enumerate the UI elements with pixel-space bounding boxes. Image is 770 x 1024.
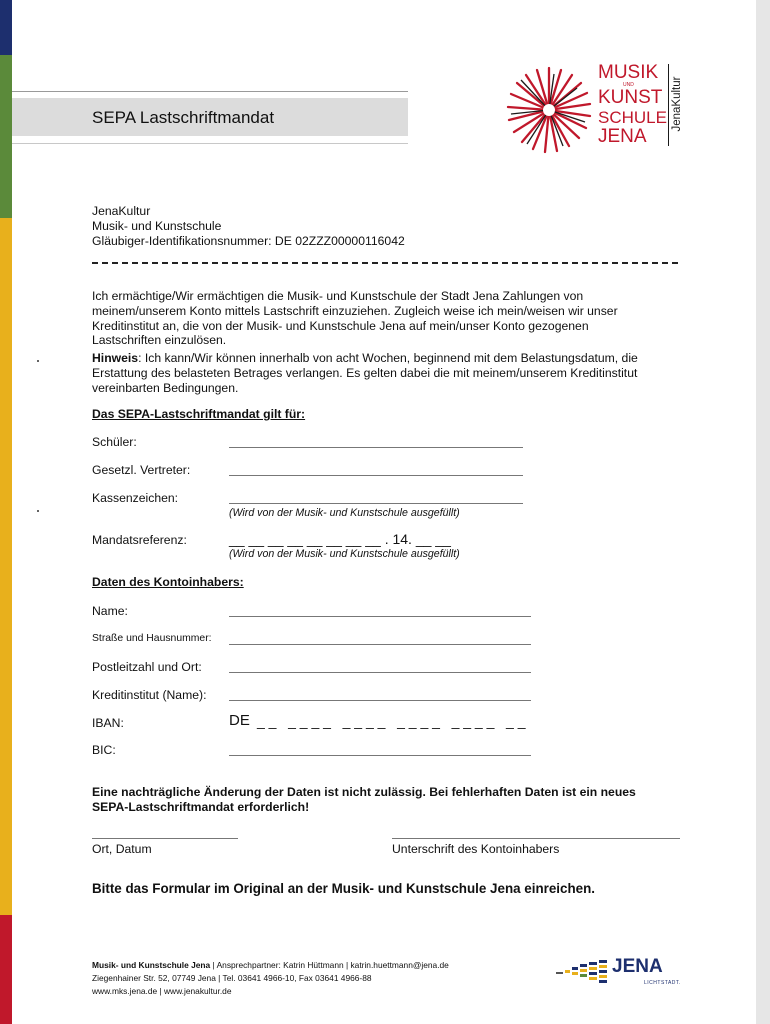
- account-heading: Daten des Kontoinhabers:: [92, 575, 244, 589]
- kreditinstitut-field[interactable]: [229, 700, 531, 701]
- color-strip-red: [0, 915, 12, 1024]
- jena-stripes-icon: [556, 959, 608, 987]
- sunburst-icon: [505, 62, 595, 158]
- intro-paragraph: [92, 289, 692, 348]
- strasse-field[interactable]: [229, 644, 531, 645]
- intro-line: Lastschriften einzulösen.: [92, 333, 227, 348]
- hinweis-line: vereinbarten Bedingungen.: [92, 380, 239, 395]
- notice-line: Eine nachträgliche Änderung der Daten ist nicht zulässig. Bei fehlerhaften Daten ist ein neues: [92, 785, 636, 799]
- vertreter-field[interactable]: [229, 475, 523, 476]
- logo-jena: JENA: [598, 126, 647, 147]
- jena-logo-text: JENA: [612, 956, 663, 977]
- creditor-school: Musik- und Kunstschule: [92, 218, 222, 233]
- hinweis-paragraph: [92, 351, 692, 395]
- kreditinstitut-label: Kreditinstitut (Name):: [92, 688, 207, 702]
- signature-label: Unterschrift des Kontoinhabers: [392, 842, 560, 856]
- page-edge: [756, 0, 770, 1024]
- logo-jenakultur: JenaKultur: [671, 76, 683, 132]
- iban-prefix: DE: [229, 712, 250, 729]
- mandatsreferenz-field[interactable]: __ __ __ __ __ __ __ __ . 14. __ __: [229, 531, 451, 547]
- intro-line: meinem/unserem Konto mittels Lastschrift einzuziehen. Zugleich weise ich mein/weisen wir unser: [92, 303, 618, 318]
- creditor-id: Gläubiger-Identifikationsnummer: DE 02ZZZ00000116042: [92, 233, 405, 248]
- notice-block: [92, 785, 692, 815]
- school-logo: [505, 60, 695, 160]
- margin-dot: [37, 510, 39, 512]
- bic-field[interactable]: [229, 755, 531, 756]
- mandatsreferenz-hint: (Wird von der Musik- und Kunstschule ausgefüllt): [229, 548, 460, 560]
- mandatsreferenz-label: Mandatsreferenz:: [92, 533, 187, 547]
- hinweis-line: [92, 351, 692, 366]
- plz-label: Postleitzahl und Ort:: [92, 660, 202, 674]
- title-rule-top: [12, 91, 408, 92]
- hinweis-text: : Ich kann/Wir können innerhalb von acht Wochen, beginnend mit dem Belastungsdatum, die: [138, 351, 638, 365]
- mandate-heading: Das SEPA-Lastschriftmandat gilt für:: [92, 407, 306, 421]
- logo-schule: SCHULE: [598, 108, 667, 127]
- jena-logo-sub: LICHTSTADT.: [644, 980, 681, 986]
- color-strip-yellow: [0, 218, 12, 915]
- schueler-label: Schüler:: [92, 435, 137, 449]
- footer-line: www.mks.jena.de | www.jenakultur.de: [92, 986, 232, 996]
- creditor-name: JenaKultur: [92, 204, 151, 218]
- signature-field[interactable]: [392, 838, 680, 839]
- vertreter-label: Gesetzl. Vertreter:: [92, 463, 191, 477]
- intro-line: Kreditinstitut an, die von der Musik- und Kunstschule Jena auf mein/unser Konto gezogenen: [92, 318, 589, 333]
- plz-field[interactable]: [229, 672, 531, 673]
- jena-city-logo: [556, 956, 686, 990]
- kassenzeichen-hint: (Wird von der Musik- und Kunstschule ausgefüllt): [229, 507, 460, 519]
- logo-divider: [668, 64, 669, 146]
- logo-kunst: KUNST: [598, 87, 663, 108]
- footer-line: Ziegenhainer Str. 52, 07749 Jena | Tel. 03641 4966-10, Fax 03641 4966-88: [92, 973, 372, 983]
- creditor-block: [92, 204, 405, 248]
- submit-note: Bitte das Formular im Original an der Musik- und Kunstschule Jena einreichen.: [92, 881, 595, 896]
- footer-org: Musik- und Kunstschule Jena: [92, 960, 211, 970]
- schueler-field[interactable]: [229, 447, 523, 448]
- strasse-label: Straße und Hausnummer:: [92, 633, 212, 644]
- iban-field[interactable]: _ _ _ _ _ _ _ _ _ _ _ _ _ _ _ _ _ _ _ _: [257, 713, 526, 729]
- footer-line: [92, 959, 552, 972]
- date-label: Ort, Datum: [92, 842, 152, 856]
- bic-label: BIC:: [92, 743, 116, 757]
- iban-label: IBAN:: [92, 716, 124, 730]
- date-field[interactable]: [92, 838, 238, 839]
- color-strip-blue: [0, 0, 12, 55]
- title-rule-bottom: [12, 143, 408, 144]
- name-field[interactable]: [229, 616, 531, 617]
- name-label: Name:: [92, 604, 128, 618]
- hinweis-label: Hinweis: [92, 351, 139, 365]
- margin-dot: [37, 360, 39, 362]
- intro-line: Ich ermächtige/Wir ermächtigen die Musik- und Kunstschule der Stadt Jena Zahlungen von: [92, 289, 584, 303]
- kassenzeichen-field[interactable]: [229, 503, 523, 504]
- kassenzeichen-label: Kassenzeichen:: [92, 491, 179, 505]
- footer: [92, 959, 552, 998]
- notice-line: SEPA-Lastschriftmandat erforderlich!: [92, 799, 310, 814]
- logo-musik: MUSIK: [598, 62, 659, 83]
- logo-und: UND: [623, 82, 634, 88]
- color-strip-green: [0, 55, 12, 218]
- dashed-separator: [92, 262, 678, 264]
- footer-contact: | Ansprechpartner: Katrin Hüttmann | katrin.huettmann@jena.de: [210, 960, 449, 970]
- hinweis-line: Erstattung des belasteten Betrages verlangen. Es gelten dabei die mit meinem/unserem Kreditinstitut: [92, 365, 638, 380]
- page-title: SEPA Lastschriftmandat: [92, 108, 275, 127]
